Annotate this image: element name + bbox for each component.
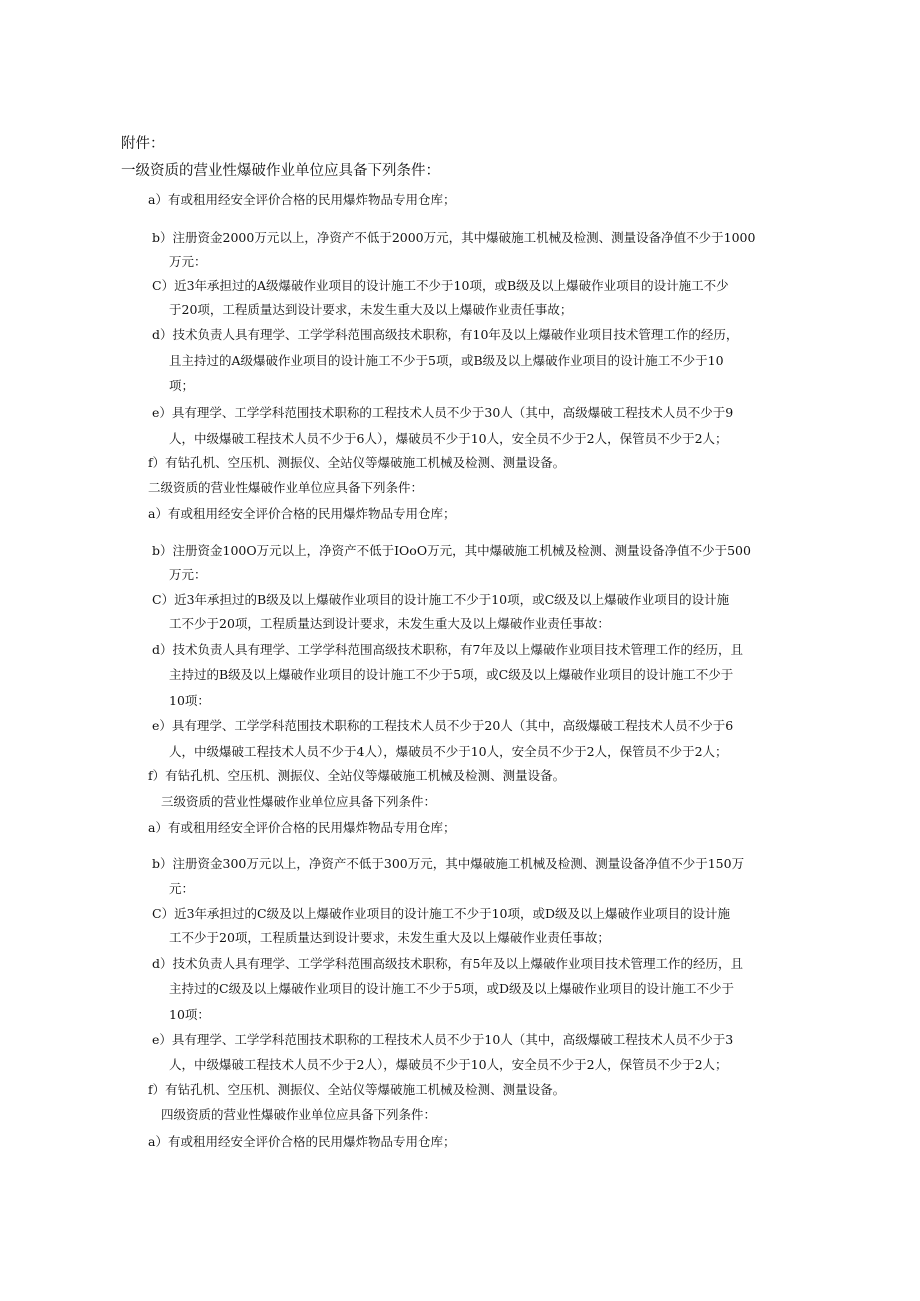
grade3-item-b-line1: b）注册资金300万元以上，净资产不低于300万元，其中爆破施工机械及检测、测量设备净值不少于150万 — [152, 856, 745, 871]
grade1-item-e-line2: 人，中级爆破工程技术人员不少于6人），爆破员不少于10人，安全员不少于2人，保管员不少于2人； — [169, 431, 728, 446]
grade2-item-e-line1: e）具有理学、工学学科范围技术职称的工程技术人员不少于20人（其中，高级爆破工程技术人员不少于6 — [152, 718, 734, 733]
grade3-item-d-line1: d）技术负责人具有理学、工学学科范围高级技术职称，有5年及以上爆破作业项目技术管理工作的经历，且 — [152, 956, 743, 971]
grade1-item-d-line2: 且主持过的A级爆破作业项目的设计施工不少于5项，或B级及以上爆破作业项目的设计施工不少于10 — [169, 353, 724, 368]
grade3-item-e-line2: 人，中级爆破工程技术人员不少于2人），爆破员不少于10人，安全员不少于2人，保管员不少于2人； — [169, 1057, 728, 1072]
grade2-item-b-line1: b）注册资金100O万元以上，净资产不低于IOoO万元，其中爆破施工机械及检测、测量设备净值不少于500 — [152, 543, 751, 558]
attachment-label: 附件： — [121, 136, 165, 152]
grade2-item-d-line2: 主持过的B级及以上爆破作业项目的设计施工不少于5项，或C级及以上爆破作业项目的设计施工不少于 — [169, 667, 734, 682]
grade2-item-c-line1: C）近3年承担过的B级及以上爆破作业项目的设计施工不少于10项，或C级及以上爆破作业项目的设计施 — [152, 592, 730, 607]
grade3-item-d-line2: 主持过的C级及以上爆破作业项目的设计施工不少于5项，或D级及以上爆破作业项目的设计施工不少于 — [169, 981, 735, 996]
grade2-item-a: a）有或租用经安全评价合格的民用爆炸物品专用仓库； — [148, 506, 456, 521]
grade2-item-d-line3: 10项： — [169, 693, 210, 708]
grade3-heading: 三级资质的营业性爆破作业单位应具备下列条件： — [161, 794, 437, 809]
grade1-item-b-line2: 万元： — [169, 254, 207, 269]
grade1-item-a: a）有或租用经安全评价合格的民用爆炸物品专用仓库； — [148, 192, 456, 207]
grade1-item-d-line1: d）技术负责人具有理学、工学学科范围高级技术职称，有10年及以上爆破作业项目技术管理工作的经历， — [152, 327, 739, 342]
grade3-item-c-line2: 工不少于20项，工程质量达到设计要求，未发生重大及以上爆破作业责任事故； — [169, 930, 610, 945]
grade2-item-c-line2: 工不少于20项，工程质量达到设计要求，未发生重大及以上爆破作业责任事故： — [169, 616, 610, 631]
grade4-item-a: a）有或租用经安全评价合格的民用爆炸物品专用仓库； — [148, 1134, 456, 1149]
grade3-item-b-line2: 元： — [169, 881, 195, 896]
grade2-item-d-line1: d）技术负责人具有理学、工学学科范围高级技术职称，有7年及以上爆破作业项目技术管理工作的经历，且 — [152, 642, 743, 657]
grade1-item-c-line1: C）近3年承担过的A级爆破作业项目的设计施工不少于10项，或B级及以上爆破作业项目的设计施工不少 — [152, 278, 729, 293]
grade3-item-c-line1: C）近3年承担过的C级及以上爆破作业项目的设计施工不少于10项，或D级及以上爆破作业项目的设计施 — [152, 906, 731, 921]
grade3-item-e-line1: e）具有理学、工学学科范围技术职称的工程技术人员不少于10人（其中，高级爆破工程技术人员不少于3 — [152, 1032, 734, 1047]
grade2-item-f: f）有钻孔机、空压机、测振仪、全站仪等爆破施工机械及检测、测量设备。 — [148, 768, 566, 783]
grade2-item-e-line2: 人，中级爆破工程技术人员不少于4人），爆破员不少于10人，安全员不少于2人，保管员不少于2人； — [169, 744, 728, 759]
grade1-item-d-line3: 项； — [169, 378, 195, 393]
grade3-item-d-line3: 10项： — [169, 1007, 210, 1022]
grade1-item-e-line1: e）具有理学、工学学科范围技术职称的工程技术人员不少于30人（其中，高级爆破工程技术人员不少于9 — [152, 405, 734, 420]
grade1-item-c-line2: 于20项，工程质量达到设计要求，未发生重大及以上爆破作业责任事故； — [169, 302, 573, 317]
grade2-item-b-line2: 万元： — [169, 567, 207, 582]
grade3-item-a: a）有或租用经安全评价合格的民用爆炸物品专用仓库； — [148, 820, 456, 835]
grade1-heading: 一级资质的营业性爆破作业单位应具备下列条件： — [121, 163, 440, 179]
grade2-heading: 二级资质的营业性爆破作业单位应具备下列条件： — [148, 480, 424, 495]
grade4-heading: 四级资质的营业性爆破作业单位应具备下列条件： — [161, 1107, 437, 1122]
grade1-item-b-line1: b）注册资金2000万元以上，净资产不低于2000万元，其中爆破施工机械及检测、测量设备净值不少于1000 — [152, 230, 756, 245]
grade3-item-f: f）有钻孔机、空压机、测振仪、全站仪等爆破施工机械及检测、测量设备。 — [148, 1082, 566, 1097]
grade1-item-f: f）有钻孔机、空压机、测振仪、全站仪等爆破施工机械及检测、测量设备。 — [148, 455, 566, 470]
